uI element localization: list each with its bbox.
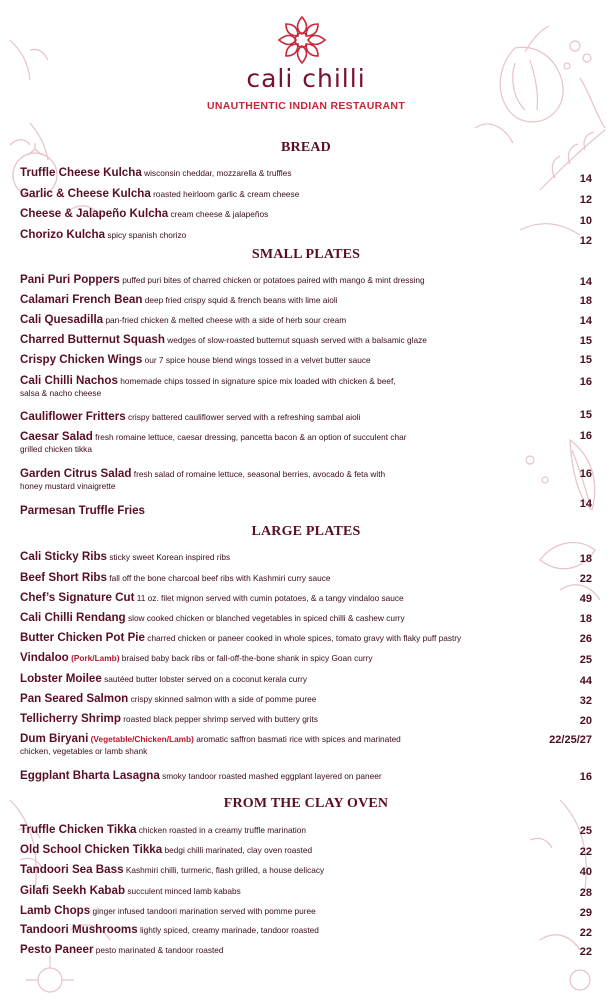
item-desc: sautéed butter lobster served on a coconut kerala curry: [104, 674, 308, 684]
item-price: 40: [579, 866, 592, 878]
item-price: 18: [579, 613, 592, 625]
item-name: Butter Chicken Pot Pie: [20, 631, 145, 644]
item-name: Gilafi Seekh Kabab: [20, 884, 126, 897]
item-desc: wedges of slow-roasted butternut squash served with a balsamic glaze: [167, 335, 427, 345]
item-name: Tellicherry Shrimp: [20, 712, 121, 725]
item-name: Vindaloo: [20, 651, 69, 664]
brand-name: cali chilli: [246, 64, 366, 93]
item-price: 44: [579, 675, 592, 687]
item-price: 16: [579, 430, 592, 442]
item-name: Garlic & Cheese Kulcha: [20, 187, 151, 200]
item-desc: succulent minced lamb kababs: [127, 886, 241, 896]
item-price: 14: [579, 498, 592, 510]
item-price: 32: [579, 695, 592, 707]
item-price: 22: [579, 927, 592, 939]
item-desc: chicken roasted in a creamy truffle marination: [138, 825, 306, 835]
item-name: Lobster Moilee: [20, 672, 102, 685]
menu-item: [20, 373, 590, 399]
item-option-tag: (Vegetable/Chicken/Lamb): [90, 734, 194, 744]
menu-item: [20, 731, 590, 757]
item-price: 25: [579, 654, 592, 666]
item-desc: pesto marinated & tandoor roasted: [95, 945, 224, 955]
item-desc-continued: honey mustard vinaigrette: [20, 481, 116, 491]
item-desc: cream cheese & jalapeños: [170, 209, 269, 219]
item-name: Truffle Chicken Tikka: [20, 823, 137, 836]
menu-item: [20, 903, 590, 919]
item-price: 20: [579, 715, 592, 727]
item-price: 22: [579, 573, 592, 585]
section-title-large-plates: LARGE PLATES: [251, 524, 361, 539]
item-price: 18: [579, 295, 592, 307]
menu-item: [20, 650, 590, 666]
menu-item: [20, 206, 590, 222]
menu-item: [20, 630, 590, 646]
item-desc: homemade chips tossed in signature spice mix loaded with chicken & beef,: [120, 376, 396, 386]
item-name: Eggplant Bharta Lasagna: [20, 769, 160, 782]
item-name: Crispy Chicken Wings: [20, 353, 143, 366]
item-price: 12: [579, 235, 592, 247]
item-name: Beef Short Ribs: [20, 571, 107, 584]
item-name: Caesar Salad: [20, 430, 93, 443]
item-name: Truffle Cheese Kulcha: [20, 166, 142, 179]
item-desc: spicy spanish chorizo: [107, 230, 187, 240]
item-name: Chef’s Signature Cut: [20, 591, 135, 604]
item-price: 14: [579, 315, 592, 327]
item-name: Chorizo Kulcha: [20, 228, 106, 241]
item-desc: ginger infused tandoori marination served with pomme puree: [92, 906, 316, 916]
menu-item: [20, 822, 590, 838]
item-name: Calamari French Bean: [20, 293, 143, 306]
menu-item: [20, 590, 590, 606]
item-desc: roasted black pepper shrimp served with buttery grits: [123, 714, 318, 724]
brand-tagline: UNAUTHENTIC INDIAN RESTAURANT: [206, 100, 406, 112]
item-name: Garden Citrus Salad: [20, 467, 132, 480]
item-desc: sticky sweet Korean inspired ribs: [109, 552, 231, 562]
item-desc: crispy skinned salmon with a side of pomme puree: [130, 694, 317, 704]
item-name: Dum Biryani: [20, 732, 89, 745]
menu-item: [20, 352, 590, 368]
menu-item: [20, 292, 590, 308]
item-name: Cali Chilli Rendang: [20, 611, 126, 624]
menu-item: [20, 610, 590, 626]
item-option-tag: (Pork/Lamb): [71, 653, 120, 663]
item-desc: deep fried crispy squid & french beans with lime aioli: [144, 295, 338, 305]
item-price: 15: [579, 354, 592, 366]
item-price: 16: [579, 376, 592, 388]
item-price: 12: [579, 194, 592, 206]
item-desc: bedgi chilli marinated, clay oven roasted: [164, 845, 313, 855]
item-desc: pan-fried chicken & melted cheese with a side of herb sour cream: [105, 315, 347, 325]
item-price: 14: [579, 173, 592, 185]
item-name: Charred Butternut Squash: [20, 333, 165, 346]
item-desc: fall off the bone charcoal beef ribs with Kashmiri curry sauce: [109, 573, 331, 583]
item-price: 28: [579, 887, 592, 899]
menu-item: [20, 272, 590, 288]
item-desc-continued: salsa & nacho cheese: [20, 388, 102, 398]
menu-item: [20, 186, 590, 202]
item-desc: fresh romaine lettuce, caesar dressing, pancetta bacon & an option of succulent char: [95, 432, 407, 442]
item-price: 49: [579, 593, 592, 605]
item-name: Cali Sticky Ribs: [20, 550, 107, 563]
section-title-small-plates: SMALL PLATES: [251, 247, 361, 262]
item-price: 22: [579, 946, 592, 958]
menu-item: [20, 922, 590, 938]
item-name: Old School Chicken Tikka: [20, 843, 163, 856]
section-title-clay-oven: FROM THE CLAY OVEN: [223, 796, 389, 811]
item-price: 25: [579, 825, 592, 837]
item-desc-continued: chicken, vegetables or lamb shank: [20, 746, 148, 756]
menu-item: [20, 570, 590, 586]
item-price: 18: [579, 553, 592, 565]
item-name: Lamb Chops: [20, 904, 91, 917]
menu-item: [20, 227, 590, 243]
menu-item: [20, 711, 590, 727]
item-desc: charred chicken or paneer cooked in whole spices, tomato gravy with flaky puff pastry: [147, 633, 462, 643]
item-name: Pani Puri Poppers: [20, 273, 120, 286]
item-price: 14: [579, 276, 592, 288]
menu-item: [20, 429, 590, 455]
item-desc: aromatic saffron basmati rice with spices and marinated: [196, 734, 401, 744]
item-desc: crispy battered cauliflower served with a refreshing sambal aioli: [127, 412, 361, 422]
item-price: 22/25/27: [549, 734, 592, 746]
item-price: 15: [579, 335, 592, 347]
menu-item: [20, 942, 590, 958]
item-desc: Kashmiri chilli, turmeric, flash grilled, a house delicacy: [125, 865, 325, 875]
menu-item: [20, 671, 590, 687]
item-name: Cali Quesadilla: [20, 313, 104, 326]
menu-item: [20, 691, 590, 707]
section-title-bread: BREAD: [280, 140, 331, 155]
item-price: 10: [579, 215, 592, 227]
item-name: Tandoori Mushrooms: [20, 923, 138, 936]
menu-item: [20, 549, 590, 565]
item-name: Tandoori Sea Bass: [20, 863, 124, 876]
item-desc: slow cooked chicken or blanched vegetables in spiced chilli & cashew curry: [127, 613, 405, 623]
item-desc: roasted heirloom garlic & cream cheese: [153, 189, 300, 199]
item-name: Pan Seared Salmon: [20, 692, 129, 705]
item-desc: wisconsin cheddar, mozzarella & truffles: [144, 168, 292, 178]
restaurant-logo-icon: [276, 14, 328, 66]
menu-item: [20, 409, 590, 425]
item-desc: our 7 spice house blend wings tossed in a velvet butter sauce: [144, 355, 371, 365]
menu-item: [20, 466, 590, 492]
item-desc: fresh salad of romaine lettuce, seasonal berries, avocado & feta with: [133, 469, 386, 479]
item-name: Cheese & Jalapeño Kulcha: [20, 207, 169, 220]
item-desc: puffed puri bites of charred chicken or potatoes paired with mango & mint dressing: [122, 275, 425, 285]
item-name: Cali Chilli Nachos: [20, 374, 118, 387]
item-price: 29: [579, 907, 592, 919]
item-name: Parmesan Truffle Fries: [20, 504, 146, 517]
menu-item: [20, 165, 590, 181]
item-price: 15: [579, 409, 592, 421]
menu-item: [20, 883, 590, 899]
menu-item: [20, 332, 590, 348]
menu-item: [20, 503, 590, 519]
menu-item: [20, 862, 590, 878]
item-price: 22: [579, 846, 592, 858]
item-name: Cauliflower Fritters: [20, 410, 126, 423]
item-desc: 11 oz. filet mignon served with cumin potatoes, & a tangy vindaloo sauce: [136, 593, 404, 603]
item-price: 16: [579, 771, 592, 783]
item-desc: lightly spiced, creamy marinade, tandoor roasted: [139, 925, 319, 935]
menu-item: [20, 842, 590, 858]
menu-item: [20, 312, 590, 328]
menu-item: [20, 768, 590, 784]
item-name: Pesto Paneer: [20, 943, 94, 956]
item-desc-continued: grilled chicken tikka: [20, 444, 92, 454]
item-price: 26: [579, 633, 592, 645]
item-desc: smoky tandoor roasted mashed eggplant layered on paneer: [162, 771, 382, 781]
item-price: 16: [579, 468, 592, 480]
item-desc: braised baby back ribs or fall-off-the-bone shank in spicy Goan curry: [121, 653, 373, 663]
